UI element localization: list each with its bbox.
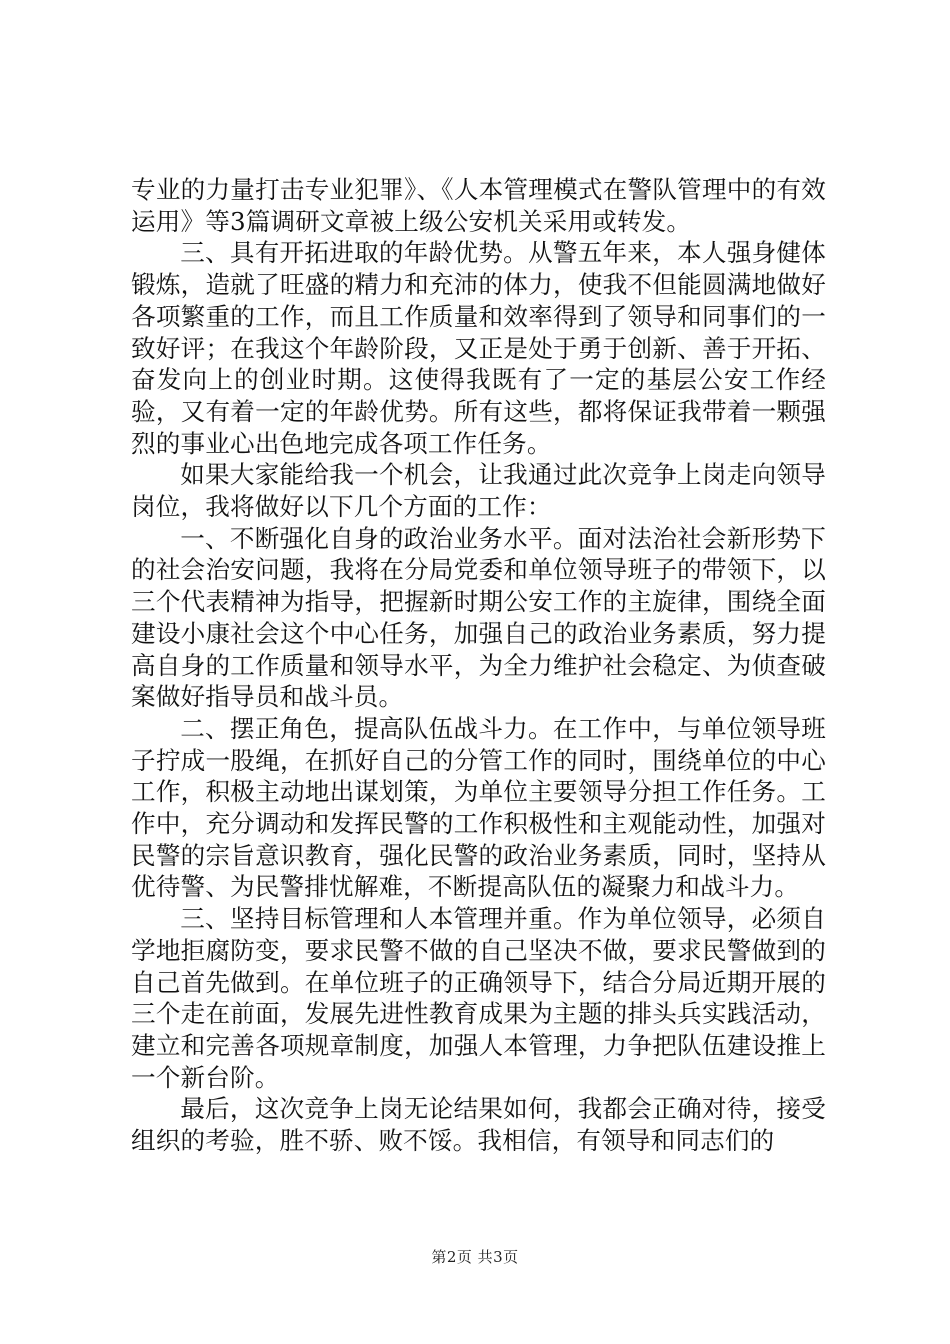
paragraph-5: 二、摆正角色，提高队伍战斗力。在工作中，与单位领导班子拧成一股绳，在抓好自己的分管工作的同时，围绕单位的中心工作，积极主动地出谋划策，为单位主要领导分担工作任务。工作中，充分调动和发挥民警的工作积极性和主观能动性，加强对民警的宗旨意识教育，强化民警的政治业务素质，同时，坚持从优待警、为民警排忧解难，不断提高队伍的凝聚力和战斗力。 bbox=[131, 713, 826, 902]
page-number-label: 第2页 共3页 bbox=[431, 1248, 519, 1266]
paragraph-3: 如果大家能给我一个机会，让我通过此次竞争上岗走向领导岗位，我将做好以下几个方面的工作： bbox=[131, 460, 826, 522]
paragraph-1: 专业的力量打击专业犯罪》、《人本管理模式在警队管理中的有效运用》等3篇调研文章被上级公安机关采用或转发。 bbox=[131, 175, 826, 236]
paragraph-6: 三、坚持目标管理和人本管理并重。作为单位领导，必须自学地拒腐防变，要求民警不做的自己坚决不做，要求民警做到的自己首先做到。在单位班子的正确领导下，结合分局近期开展的三个走在前面，发展先进性教育成果为主题的排头兵实践活动，建立和完善各项规章制度，加强人本管理，力争把队伍建设推上一个新台阶。 bbox=[131, 904, 826, 1092]
paragraph-7: 最后，这次竞争上岗无论结果如何，我都会正确对待，接受组织的考验，胜不骄、败不馁。我相信，有领导和同志们的 bbox=[131, 1094, 826, 1156]
document-body bbox=[131, 174, 826, 1157]
page-footer bbox=[0, 1247, 950, 1267]
paragraph-2: 三、具有开拓进取的年龄优势。从警五年来，本人强身健体锻炼，造就了旺盛的精力和充沛的体力，使我不但能圆满地做好各项繁重的工作，而且工作质量和效率得到了领导和同事们的一致好评；在我这个年龄阶段，又正是处于勇于创新、善于开拓、奋发向上的创业时期。这使得我既有了一定的基层公安工作经验，又有着一定的年龄优势。所有这些，都将保证我带着一颗强烈的事业心出色地完成各项工作任务。 bbox=[131, 238, 826, 458]
paragraph-4: 一、不断强化自身的政治业务水平。面对法治社会新形势下的社会治安问题，我将在分局党委和单位领导班子的带领下，以三个代表精神为指导，把握新时期公安工作的主旋律，围绕全面建设小康社会这个中心任务，加强自己的政治业务素质，努力提高自身的工作质量和领导水平，为全力维护社会稳定、为侦查破案做好指导员和战斗员。 bbox=[131, 523, 826, 712]
